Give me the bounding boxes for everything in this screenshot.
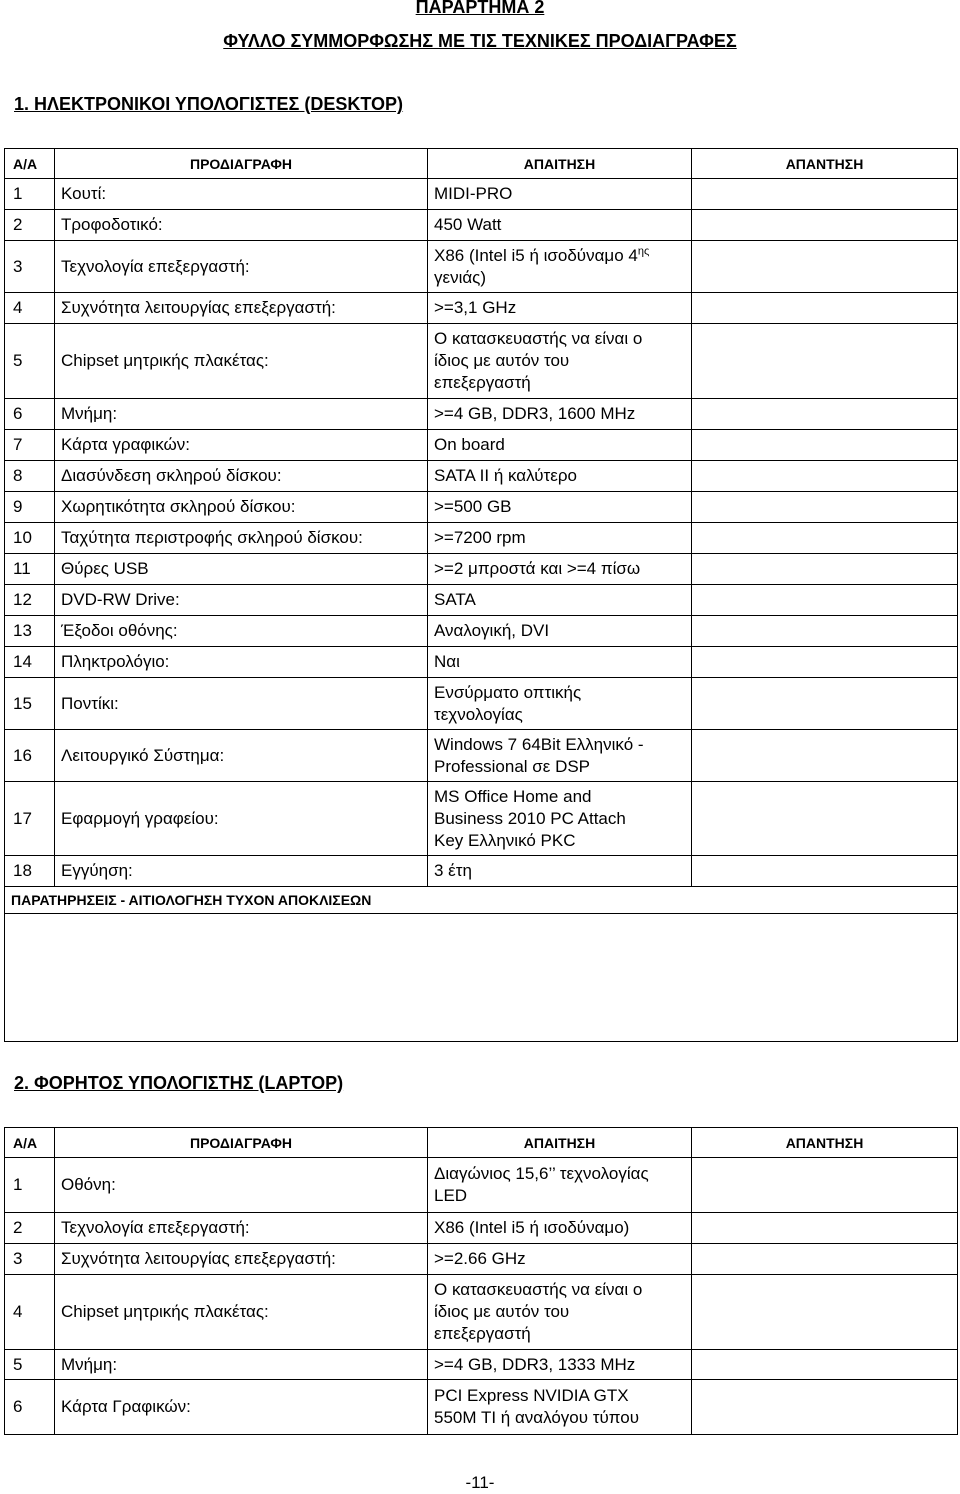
table-row: [5, 324, 958, 399]
col-header-spec: ΠΡΟΔΙΑΓΡΑΦΗ: [55, 149, 428, 179]
page-number: -11-: [465, 1473, 495, 1492]
requirement-line: Windows 7 64Bit Ελληνικό -: [434, 734, 644, 754]
row-spec: Τεχνολογία επεξεργαστή:: [55, 241, 428, 293]
row-index: 2: [5, 1213, 55, 1244]
row-spec: Διασύνδεση σκληρού δίσκου:: [55, 461, 428, 492]
row-requirement: [428, 782, 692, 856]
row-spec: Εγγύηση:: [55, 856, 428, 887]
row-requirement: [428, 324, 692, 399]
row-index: 5: [5, 1350, 55, 1380]
row-spec: Συχνότητα λειτουργίας επεξεργαστή:: [55, 1244, 428, 1275]
row-index: 6: [5, 399, 55, 430]
row-spec: Ποντίκι:: [55, 678, 428, 730]
row-answer-cell[interactable]: [692, 324, 958, 399]
table-row: [5, 1213, 958, 1244]
requirement-line: ίδιος με αυτόν του: [434, 351, 570, 370]
row-spec: Μνήμη:: [55, 399, 428, 430]
row-answer-cell[interactable]: [692, 492, 958, 523]
row-index: 14: [5, 647, 55, 678]
row-requirement: MIDI-PRO: [428, 179, 692, 210]
row-index: 10: [5, 523, 55, 554]
row-requirement: 450 Watt: [428, 210, 692, 241]
requirement-line: τεχνολογίας: [434, 704, 523, 724]
row-index: 11: [5, 554, 55, 585]
row-requirement: >=2 μπροστά και >=4 πίσω: [428, 554, 692, 585]
row-index: 18: [5, 856, 55, 887]
requirement-line: Ο κατασκευαστής να είναι ο: [434, 329, 643, 348]
table-header-row: [5, 149, 958, 179]
observations-field[interactable]: [5, 914, 958, 1042]
table-row: [5, 585, 958, 616]
requirement-line: Ενσύρματο οπτικής: [434, 682, 582, 702]
row-index: 1: [5, 1158, 55, 1213]
row-requirement: [428, 1158, 692, 1213]
row-requirement: >=3,1 GHz: [428, 293, 692, 324]
table-row: [5, 399, 958, 430]
row-requirement: [428, 730, 692, 782]
section-2-title: 2. ΦΟΡΗΤΟΣ ΥΠΟΛΟΓΙΣΤΗΣ (LAPTOP): [14, 1073, 344, 1093]
row-index: 8: [5, 461, 55, 492]
row-requirement: SATA: [428, 585, 692, 616]
row-spec: Κάρτα Γραφικών:: [55, 1380, 428, 1435]
row-spec: Ταχύτητα περιστροφής σκληρού δίσκου:: [55, 523, 428, 554]
col-header-index: Α/Α: [5, 1128, 55, 1158]
row-index: 6: [5, 1380, 55, 1435]
row-answer-cell[interactable]: [692, 554, 958, 585]
row-requirement: >=500 GB: [428, 492, 692, 523]
row-spec: Εφαρμογή γραφείου:: [55, 782, 428, 856]
row-spec: Τροφοδοτικό:: [55, 210, 428, 241]
row-spec: Chipset μητρικής πλακέτας:: [55, 324, 428, 399]
row-answer-cell[interactable]: [692, 1244, 958, 1275]
row-spec: Έξοδοι οθόνης:: [55, 616, 428, 647]
table-row: [5, 678, 958, 730]
table-row: [5, 730, 958, 782]
row-requirement: SATA II ή καλύτερο: [428, 461, 692, 492]
requirement-line: γενιάς): [434, 267, 487, 287]
table-row: [5, 1158, 958, 1213]
requirement-line: Business 2010 PC Attach: [434, 808, 626, 828]
row-answer-cell[interactable]: [692, 399, 958, 430]
row-requirement: >=7200 rpm: [428, 523, 692, 554]
table-row: [5, 554, 958, 585]
row-answer-cell[interactable]: [692, 430, 958, 461]
table-row: [5, 647, 958, 678]
row-spec: Συχνότητα λειτουργίας επεξεργαστή:: [55, 293, 428, 324]
row-answer-cell[interactable]: [692, 1158, 958, 1213]
document-subtitle: ΦΥΛΛΟ ΣΥΜΜΟΡΦΩΣΗΣ ΜΕ ΤΙΣ ΤΕΧΝΙΚΕΣ ΠΡΟΔΙΑΓΡΑΦΕΣ: [223, 31, 737, 51]
row-index: 1: [5, 179, 55, 210]
row-requirement: On board: [428, 430, 692, 461]
table-row: [5, 492, 958, 523]
row-answer-cell[interactable]: [692, 1350, 958, 1380]
row-index: 9: [5, 492, 55, 523]
row-answer-cell[interactable]: [692, 678, 958, 730]
requirement-line: Διαγώνιος 15,6’’ τεχνολογίας: [434, 1164, 649, 1183]
row-requirement: Ναι: [428, 647, 692, 678]
requirement-line: επεξεργαστή: [434, 373, 531, 392]
row-spec: Οθόνη:: [55, 1158, 428, 1213]
row-spec: Λειτουργικό Σύστημα:: [55, 730, 428, 782]
row-requirement: [428, 241, 692, 293]
row-answer-cell[interactable]: [692, 782, 958, 856]
table-row: [5, 782, 958, 856]
row-spec: Κουτί:: [55, 179, 428, 210]
row-index: 17: [5, 782, 55, 856]
col-header-requirement: ΑΠΑΙΤΗΣΗ: [428, 149, 692, 179]
table-row: [5, 241, 958, 293]
row-answer-cell[interactable]: [692, 241, 958, 293]
row-requirement: >=2.66 GHz: [428, 1244, 692, 1275]
row-answer-cell[interactable]: [692, 856, 958, 887]
requirement-line: LED: [434, 1186, 468, 1205]
row-spec: Κάρτα γραφικών:: [55, 430, 428, 461]
requirement-line: MS Office Home and: [434, 786, 592, 806]
observations-label: ΠΑΡΑΤΗΡΗΣΕΙΣ - ΑΙΤΙΟΛΟΓΗΣΗ ΤΥΧΟΝ ΑΠΟΚΛΙΣΕΩΝ: [5, 887, 958, 914]
row-index: 5: [5, 324, 55, 399]
row-index: 4: [5, 1275, 55, 1350]
row-answer-cell[interactable]: [692, 210, 958, 241]
section-1-title: 1. ΗΛΕΚΤΡΟΝΙΚΟΙ ΥΠΟΛΟΓΙΣΤΕΣ (DESKTOP): [14, 94, 404, 114]
table-row: [5, 523, 958, 554]
annex-title: ΠΑΡΑΡΤΗΜΑ 2: [415, 0, 545, 17]
row-answer-cell[interactable]: [692, 1275, 958, 1350]
col-header-requirement: ΑΠΑΙΤΗΣΗ: [428, 1128, 692, 1158]
row-spec: Μνήμη:: [55, 1350, 428, 1380]
row-spec: Πληκτρολόγιο:: [55, 647, 428, 678]
row-requirement: [428, 1380, 692, 1435]
requirement-line: X86 (Intel i5 ή ισοδύναμο 4: [434, 245, 638, 265]
row-spec: Chipset μητρικής πλακέτας:: [55, 1275, 428, 1350]
requirement-line: Ο κατασκευαστής να είναι ο: [434, 1280, 643, 1299]
row-spec: DVD-RW Drive:: [55, 585, 428, 616]
table-row: [5, 179, 958, 210]
table-row: [5, 1380, 958, 1435]
row-answer-cell[interactable]: [692, 647, 958, 678]
row-answer-cell[interactable]: [692, 179, 958, 210]
table-row: [5, 856, 958, 887]
row-requirement: 3 έτη: [428, 856, 692, 887]
requirement-line: επεξεργαστή: [434, 1324, 531, 1343]
table-row: [5, 210, 958, 241]
superscript-ordinal: ης: [637, 244, 650, 257]
row-requirement: [428, 678, 692, 730]
table-row: [5, 430, 958, 461]
row-answer-cell[interactable]: [692, 1380, 958, 1435]
row-spec: Τεχνολογία επεξεργαστή:: [55, 1213, 428, 1244]
requirement-line: Key Ελληνικό PKC: [434, 830, 576, 850]
col-header-answer: ΑΠΑΝΤΗΣΗ: [692, 1128, 958, 1158]
row-answer-cell[interactable]: [692, 616, 958, 647]
row-requirement: X86 (Intel i5 ή ισοδύναμο): [428, 1213, 692, 1244]
table-header-row: [5, 1128, 958, 1158]
row-index: 3: [5, 1244, 55, 1275]
col-header-answer: ΑΠΑΝΤΗΣΗ: [692, 149, 958, 179]
desktop-spec-table: [4, 148, 958, 1042]
requirement-line: 550M TI ή αναλόγου τύπου: [434, 1408, 640, 1427]
observations-label-row: [5, 887, 958, 914]
row-spec: Χωρητικότητα σκληρού δίσκου:: [55, 492, 428, 523]
row-spec: Θύρες USB: [55, 554, 428, 585]
row-index: 3: [5, 241, 55, 293]
requirement-line: PCI Express NVIDIA GTX: [434, 1386, 629, 1405]
row-requirement: >=4 GB, DDR3, 1600 MHz: [428, 399, 692, 430]
row-answer-cell[interactable]: [692, 523, 958, 554]
observations-row: [5, 914, 958, 1042]
laptop-spec-table: [4, 1127, 958, 1435]
col-header-index: Α/Α: [5, 149, 55, 179]
row-requirement: >=4 GB, DDR3, 1333 MHz: [428, 1350, 692, 1380]
row-index: 15: [5, 678, 55, 730]
col-header-spec: ΠΡΟΔΙΑΓΡΑΦΗ: [55, 1128, 428, 1158]
table-row: [5, 616, 958, 647]
table-row: [5, 1350, 958, 1380]
row-index: 12: [5, 585, 55, 616]
row-answer-cell[interactable]: [692, 461, 958, 492]
table-row: [5, 293, 958, 324]
table-row: [5, 1275, 958, 1350]
row-requirement: [428, 1275, 692, 1350]
table-row: [5, 461, 958, 492]
row-index: 13: [5, 616, 55, 647]
row-index: 2: [5, 210, 55, 241]
requirement-line: Professional σε DSP: [434, 756, 591, 776]
row-answer-cell[interactable]: [692, 585, 958, 616]
row-index: 16: [5, 730, 55, 782]
row-answer-cell[interactable]: [692, 293, 958, 324]
row-index: 7: [5, 430, 55, 461]
row-answer-cell[interactable]: [692, 730, 958, 782]
requirement-line: ίδιος με αυτόν του: [434, 1302, 570, 1321]
table-row: [5, 1244, 958, 1275]
row-answer-cell[interactable]: [692, 1213, 958, 1244]
row-index: 4: [5, 293, 55, 324]
row-requirement: Αναλογική, DVI: [428, 616, 692, 647]
